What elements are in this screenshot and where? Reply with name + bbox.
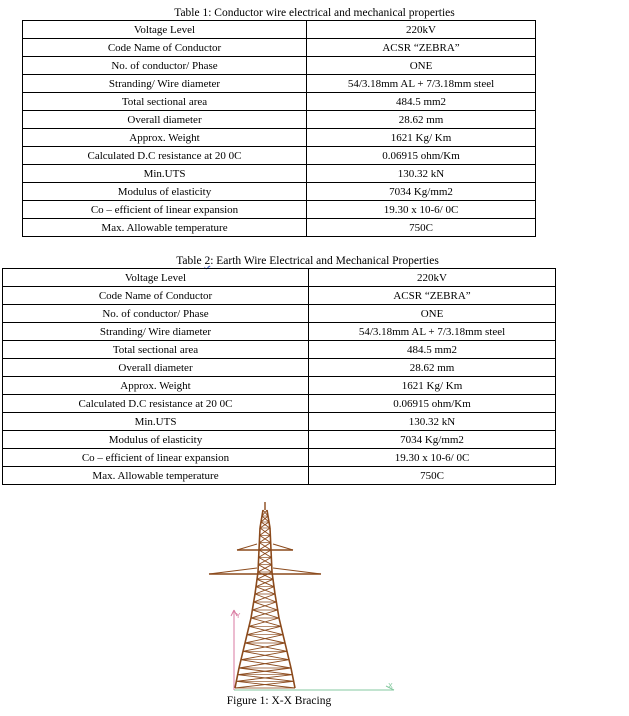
property-value-cell: 54/3.18mm AL + 7/3.18mm steel [307, 75, 536, 93]
table-row [23, 93, 536, 111]
table-row [23, 147, 536, 165]
table-row [23, 219, 536, 237]
figure1-caption: Figure 1: X-X Bracing [226, 695, 332, 707]
property-name-cell: Calculated D.C resistance at 20 0C [23, 147, 307, 165]
property-name-cell: Code Name of Conductor [3, 287, 309, 305]
property-value-cell: 7034 Kg/mm2 [307, 183, 536, 201]
tower-leg [239, 643, 245, 668]
property-value-cell: ONE [309, 305, 556, 323]
table-row [23, 39, 536, 57]
tower-leg [271, 550, 272, 572]
property-name-cell: Stranding/ Wire diameter [23, 75, 307, 93]
table-row [3, 341, 556, 359]
table-row [3, 395, 556, 413]
table-row [3, 323, 556, 341]
tower-leg [267, 510, 270, 528]
y-axis-label: Y [236, 612, 241, 620]
table-row [3, 359, 556, 377]
tower-leg [235, 668, 239, 688]
property-value-cell: 1621 Kg/ Km [307, 129, 536, 147]
property-name-cell: Voltage Level [23, 21, 307, 39]
upper-cross-arm-tie [273, 544, 293, 550]
property-value-cell: 7034 Kg/mm2 [309, 431, 556, 449]
tower-brace [249, 626, 283, 634]
property-value-cell: 0.06915 ohm/Km [309, 395, 556, 413]
table2-caption-number: 2 [204, 255, 211, 267]
table-row [3, 305, 556, 323]
tower-figure [158, 498, 398, 698]
property-name-cell: Approx. Weight [3, 377, 309, 395]
property-value-cell: 28.62 mm [309, 359, 556, 377]
property-name-cell: Max. Allowable temperature [23, 219, 307, 237]
property-value-cell: 1621 Kg/ Km [309, 377, 556, 395]
property-value-cell: 220kV [309, 269, 556, 287]
property-name-cell: Co – efficient of linear expansion [3, 449, 309, 467]
property-value-cell: 130.32 kN [309, 413, 556, 431]
table-row [3, 269, 556, 287]
property-name-cell: Approx. Weight [23, 129, 307, 147]
table-row [3, 467, 556, 485]
table2-caption-suffix: : Earth Wire Electrical and Mechanical Properties [210, 255, 439, 267]
tower-brace [247, 626, 281, 634]
table2-caption-prefix: Table [176, 255, 205, 267]
property-value-cell: 19.30 x 10-6/ 0C [307, 201, 536, 219]
table-row [23, 57, 536, 75]
table-row [23, 111, 536, 129]
property-value-cell: 750C [307, 219, 536, 237]
property-value-cell: ONE [307, 57, 536, 75]
table-row [3, 413, 556, 431]
x-axis-label: X [388, 682, 393, 690]
property-name-cell: Modulus of elasticity [3, 431, 309, 449]
property-value-cell: 220kV [307, 21, 536, 39]
table-row [23, 21, 536, 39]
upper-cross-arm-tie [237, 544, 257, 550]
property-value-cell: ACSR “ZEBRA” [309, 287, 556, 305]
property-name-cell: No. of conductor/ Phase [23, 57, 307, 75]
property-name-cell: Voltage Level [3, 269, 309, 287]
property-name-cell: Code Name of Conductor [23, 39, 307, 57]
tower-brace [251, 618, 281, 626]
table-row [23, 129, 536, 147]
table-row [23, 75, 536, 93]
property-value-cell: 484.5 mm2 [307, 93, 536, 111]
table-row [3, 431, 556, 449]
tower-leg [260, 510, 263, 528]
table-row [23, 165, 536, 183]
tower-leg [285, 643, 291, 668]
conductor-properties-table [22, 20, 536, 237]
property-name-cell: Total sectional area [23, 93, 307, 111]
property-value-cell: 54/3.18mm AL + 7/3.18mm steel [309, 323, 556, 341]
tower-brace [255, 594, 276, 602]
tower-leg [251, 594, 255, 618]
property-name-cell: Co – efficient of linear expansion [23, 201, 307, 219]
table-row [3, 287, 556, 305]
earth-wire-properties-table [2, 268, 556, 485]
tower-leg [291, 668, 295, 688]
property-name-cell: Modulus of elasticity [23, 183, 307, 201]
property-value-cell: 19.30 x 10-6/ 0C [309, 449, 556, 467]
property-value-cell: 750C [309, 467, 556, 485]
property-value-cell: 28.62 mm [307, 111, 536, 129]
property-name-cell: Total sectional area [3, 341, 309, 359]
tower-leg [270, 528, 271, 550]
property-value-cell: ACSR “ZEBRA” [307, 39, 536, 57]
property-name-cell: Stranding/ Wire diameter [3, 323, 309, 341]
tower-leg [258, 550, 259, 572]
property-value-cell: 0.06915 ohm/Km [307, 147, 536, 165]
property-value-cell: 130.32 kN [307, 165, 536, 183]
table-row [3, 377, 556, 395]
table1-caption: Table 1: Conductor wire electrical and mechanical properties [174, 7, 455, 19]
table2-caption [0, 254, 615, 268]
property-name-cell: Max. Allowable temperature [3, 467, 309, 485]
tower-leg [272, 572, 275, 594]
table-row [3, 449, 556, 467]
table-row [23, 183, 536, 201]
property-name-cell: Overall diameter [23, 111, 307, 129]
property-name-cell: Min.UTS [23, 165, 307, 183]
tower-leg [259, 528, 260, 550]
property-value-cell: 484.5 mm2 [309, 341, 556, 359]
property-name-cell: Overall diameter [3, 359, 309, 377]
lower-cross-arm-tie [273, 568, 321, 574]
tower-leg [275, 594, 279, 618]
tower-brace [254, 594, 275, 602]
tower-leg [245, 618, 251, 643]
property-name-cell: Calculated D.C resistance at 20 0C [3, 395, 309, 413]
tower-leg [255, 572, 258, 594]
table-row [23, 201, 536, 219]
property-name-cell: No. of conductor/ Phase [3, 305, 309, 323]
tower-brace [249, 618, 279, 626]
tower-leg [279, 618, 285, 643]
lower-cross-arm-tie [209, 568, 257, 574]
property-name-cell: Min.UTS [3, 413, 309, 431]
